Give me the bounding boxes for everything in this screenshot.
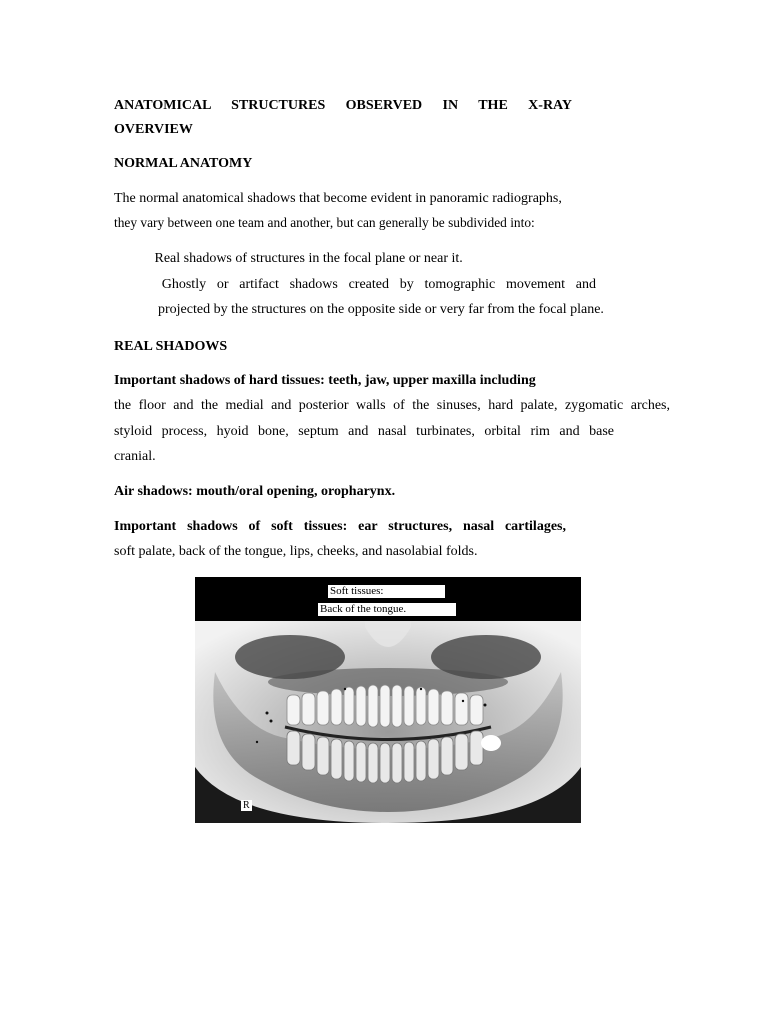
soft-tissues-title: Important shadows of soft tissues: ear structures, nasal cartilages,: [114, 519, 566, 534]
bullet-text-line-2: projected by the structures on the opposite side or very far from the focal plane.: [158, 302, 604, 317]
intro-line-1: The normal anatomical shadows that become evident in panoramic radiographs,: [114, 191, 562, 206]
figure-side-marker: R: [243, 800, 250, 811]
normal-anatomy-heading: NORMAL ANATOMY: [114, 156, 253, 171]
figure-label-soft-tissues: Soft tissues:: [328, 585, 445, 598]
hard-tissues-line-3: cranial.: [114, 449, 156, 464]
bullet-item-ghost-shadows: [138, 272, 604, 322]
title-line-1: ANATOMICAL STRUCTURES OBSERVED IN THE X-RAY: [114, 98, 572, 113]
hard-tissues-line-1: the floor and the medial and posterior walls of the sinuses, hard palate, zygomatic arches,: [114, 398, 670, 413]
soft-tissues-line-1: soft palate, back of the tongue, lips, cheeks, and nasolabial folds.: [114, 544, 478, 559]
figure-label-back-of-tongue: Back of the tongue.: [318, 603, 456, 616]
hard-tissues-title: Important shadows of hard tissues: teeth, jaw, upper maxilla including: [114, 373, 536, 388]
bullet-text: Real shadows of structures in the focal plane or near it.: [154, 251, 463, 266]
panoramic-radiograph-figure: [195, 577, 581, 823]
bullet-text-line-1: Ghostly or artifact shadows created by tomographic movement and: [161, 277, 596, 292]
title-line-2: OVERVIEW: [114, 122, 193, 137]
bullet-item-real-shadows: [138, 246, 463, 272]
real-shadows-heading: REAL SHADOWS: [114, 339, 228, 354]
intro-line-2: they vary between one team and another, but can generally be subdivided into:: [114, 215, 535, 230]
hard-tissues-line-2: styloid process, hyoid bone, septum and nasal turbinates, orbital rim and base: [114, 424, 614, 439]
air-shadows-line: Air shadows: mouth/oral opening, oropharynx.: [114, 484, 396, 499]
